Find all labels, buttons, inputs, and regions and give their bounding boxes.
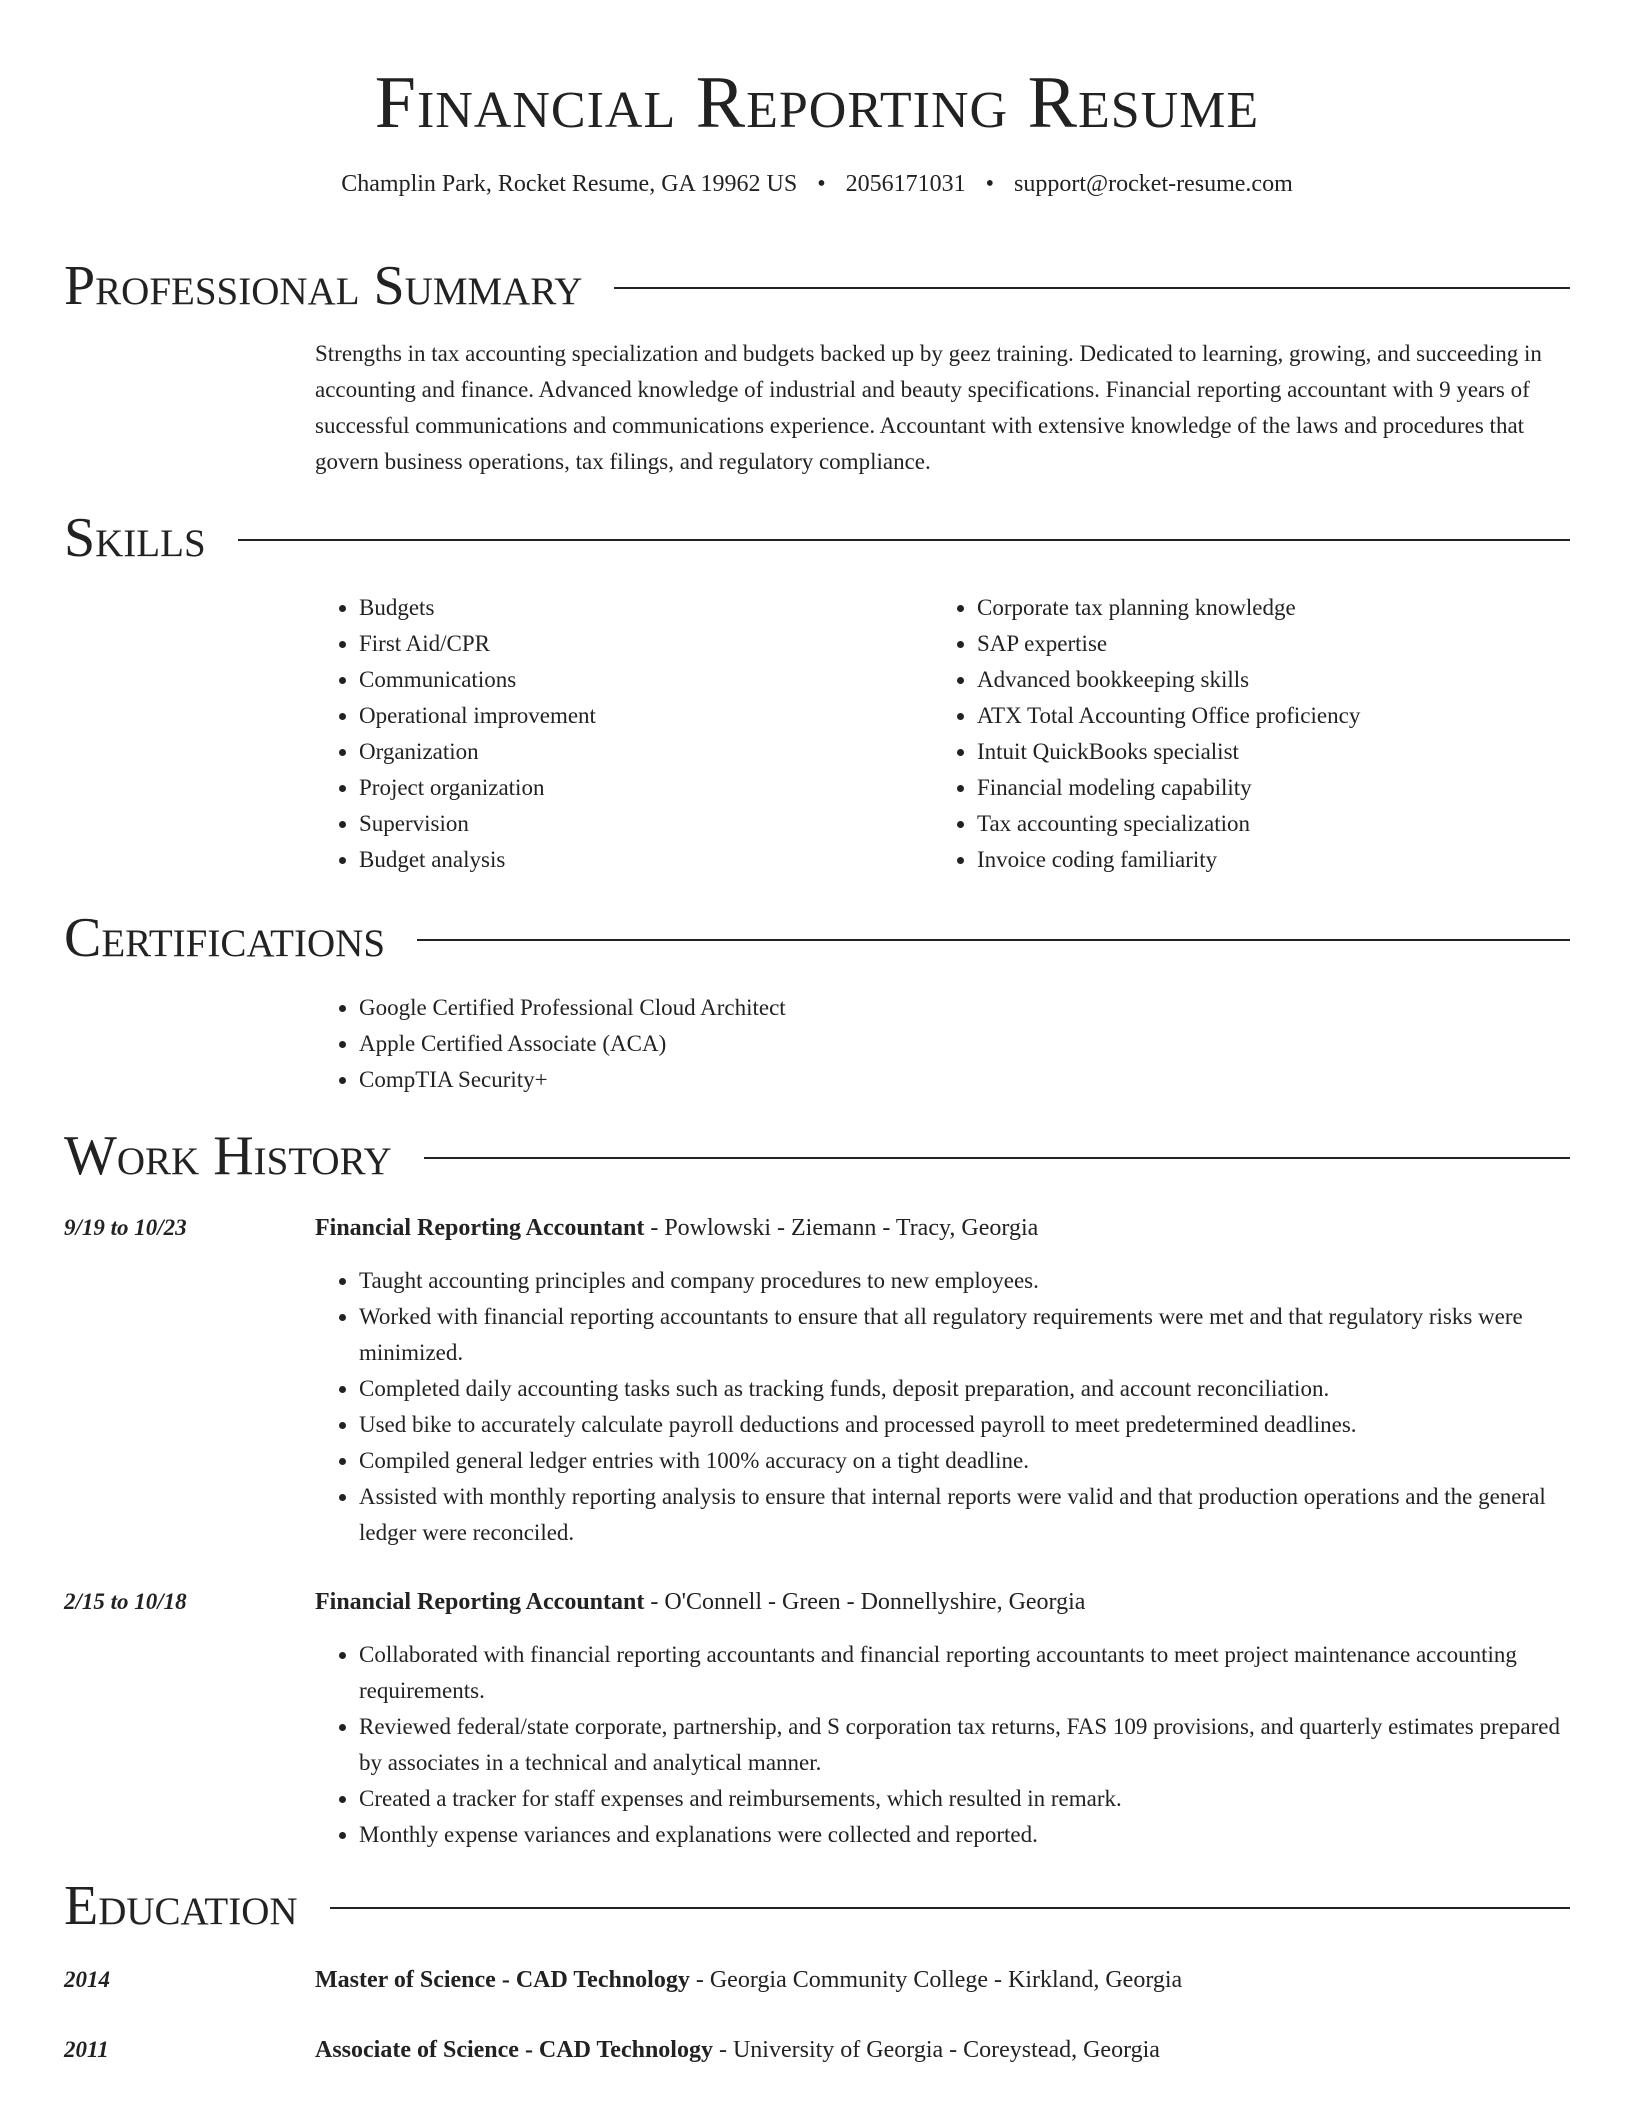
certifications-section-title: Certifications [64,907,386,969]
work-bullet: • Worked with financial reporting accountants to ensure that all regulatory requirements were met and that regulatory risks were minimized. [359,1299,1570,1371]
work-bullet: • Assisted with monthly reporting analysis to ensure that internal reports were valid and that production operations and the general ledger were reconciled. [359,1479,1570,1551]
education-degree: Associate of Science - CAD Technology [315,2037,713,2063]
certification-item: • CompTIA Security+ [359,1062,1570,1098]
skill-item: • Corporate tax planning knowledge [977,590,1551,626]
skill-item: • Organization [359,734,933,770]
work-bullet: • Monthly expense variances and explanations were collected and reported. [359,1817,1570,1853]
skill-item: • First Aid/CPR [359,626,933,662]
skill-item: • Invoice coding familiarity [977,842,1551,878]
skill-item: • Operational improvement [359,698,933,734]
education-school: - University of Georgia - Coreystead, Georgia [712,2037,1160,2063]
work-job-title: Financial Reporting Accountant [315,1589,645,1615]
summary-section-title: Professional Summary [64,255,583,317]
summary-block [315,336,1570,480]
work-bullet: • Created a tracker for staff expenses and reimbursements, which resulted in remark. [359,1781,1570,1817]
skills-section-header [64,508,1570,568]
skill-item: • SAP expertise [977,626,1551,662]
skills-list-left [315,590,933,878]
contact-address: Champlin Park, Rocket Resume, GA 19962 US [341,171,798,197]
work-bullet: • Used bike to accurately calculate payroll deductions and processed payroll to meet predetermined deadlines. [359,1407,1570,1443]
skills-block [315,590,1570,878]
certifications-section-header [64,908,1570,968]
contact-separator: • [985,171,995,197]
skill-item: • Communications [359,662,933,698]
contact-separator: • [817,171,826,197]
work-bullet: • Taught accounting principles and company procedures to new employees. [359,1263,1570,1299]
contact-email[interactable]: support@rocket-resume.com [1014,171,1293,197]
section-divider [424,1157,1570,1159]
certifications-block [315,990,1570,1098]
work-section-title: Work History [64,1125,392,1187]
education-section-title: Education [64,1875,298,1937]
work-employer: - Powlowski - Ziemann - Tracy, Georgia [644,1215,1039,1241]
skills-section-title: Skills [64,507,206,569]
education-section-header [64,1876,1570,1936]
section-divider [238,539,1570,541]
work-date: 2/15 to 10/18 [64,1589,187,1614]
section-divider [417,939,1570,941]
education-title-line [315,2032,1160,2068]
work-bullet: • Completed daily accounting tasks such as tracking funds, deposit preparation, and account reconciliation. [359,1371,1570,1407]
skill-item: • Advanced bookkeeping skills [977,662,1551,698]
skill-item: • ATX Total Accounting Office proficiency [977,698,1551,734]
summary-text: Strengths in tax accounting specialization and budgets backed up by geez training. Dedicated to learning, growing, and succeeding in accounting and finance. Advanced knowledge of industrial and beauty specifications. Financial reporting accountant with 9 years of successful communications and communications experience. Accountant with extensive knowledge of the laws and procedures that govern business operations, tax filings, and regulatory compliance. [315,341,1542,474]
education-date: 2014 [64,1967,110,1992]
work-bullet: • Collaborated with financial reporting accountants and financial reporting accountants to meet project maintenance accounting requirements. [359,1637,1570,1709]
certification-item: • Google Certified Professional Cloud Architect [359,990,1570,1026]
certifications-list [315,990,1570,1098]
skill-item: • Tax accounting specialization [977,806,1551,842]
education-title-line [315,1962,1182,1998]
resume-page [64,0,1570,2063]
skills-list-right [933,590,1551,878]
skill-item: • Financial modeling capability [977,770,1551,806]
education-degree: Master of Science - CAD Technology [315,1967,690,1993]
education-date: 2011 [64,2037,109,2062]
work-bullet: • Compiled general ledger entries with 100% accuracy on a tight deadline. [359,1443,1570,1479]
work-section-header [64,1126,1570,1186]
summary-section-header [64,256,1570,316]
work-title-line [315,1584,1085,1620]
skill-item: • Project organization [359,770,933,806]
section-divider [330,1907,1570,1909]
work-bullet: • Reviewed federal/state corporate, partnership, and S corporation tax returns, FAS 109 provisions, and quarterly estimates prepared by associates in a technical and analytical manner. [359,1709,1570,1781]
contact-phone: 2056171031 [845,171,966,197]
work-bullets [315,1263,1570,1551]
skill-item: • Budget analysis [359,842,933,878]
section-divider [614,287,1570,289]
skill-item: • Intuit QuickBooks specialist [977,734,1551,770]
resume-title: Financial Reporting Resume [374,62,1260,144]
work-bullets [315,1637,1570,1853]
certification-item: • Apple Certified Associate (ACA) [359,1026,1570,1062]
skill-item: • Budgets [359,590,933,626]
contact-line [64,168,1570,200]
work-date: 9/19 to 10/23 [64,1215,187,1240]
work-job-title: Financial Reporting Accountant [315,1215,645,1241]
work-employer: - O'Connell - Green - Donnellyshire, Georgia [644,1589,1086,1615]
education-school: - Georgia Community College - Kirkland, Georgia [689,1967,1183,1993]
skill-item: • Supervision [359,806,933,842]
work-title-line [315,1210,1038,1246]
